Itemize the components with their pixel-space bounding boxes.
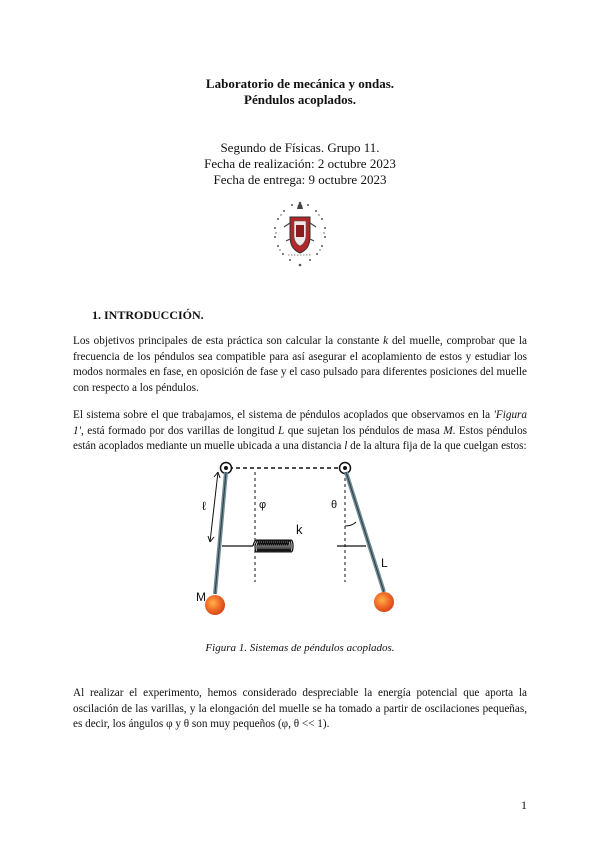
figure-caption: Figura 1. Sistemas de péndulos acoplados. [205,642,395,654]
left-mass [205,595,225,615]
intro-paragraph [73,334,527,396]
var-L: L [278,424,285,437]
system-text-e: de la altura fija de la que cuelgan estos: [347,440,527,452]
university-seal-logo [268,197,332,271]
var-M: M [443,424,453,437]
page-number: 1 [521,798,527,812]
system-text-b: , está formado por dos varillas de longitud [81,424,279,437]
system-paragraph [73,408,527,455]
coupling-spring [222,540,366,552]
theta-arc [345,522,356,526]
assumptions-paragraph: Al realizar el experimento, hemos considerado despreciable la energía potencial que aporta la oscilación de las varillas, y la elongación del muelle se ha tomado a partir de oscilaciones pequeñas, es decir, los ángulos φ y θ son muy pequeños (φ, θ << 1). [73,687,527,730]
intro-text-a: Los objetivos principales de esta práctica son calcular la constante [73,335,384,347]
figure-reference: 'Figura 1' [73,409,527,437]
system-text-c: que sujetan los péndulos de masa [284,424,444,437]
var-l: l [344,440,348,452]
intro-text-b: del muelle, comprobar que la frecuencia de los péndulos sea compatible para así asegurar el acoplamiento de estos y estudiar los modos normales en fase, en oposición de fase y el caso pulsado para diferentes posiciones del muelle con respecto a los péndulos. [73,335,528,394]
realization-date: Fecha de realización: 2 octubre 2023 [204,156,396,171]
label-k: k [296,522,303,537]
system-text-a: El sistema sobre el que trabajamos, el sistema de péndulos acoplados que observamos en la [73,409,494,421]
length-arrow [208,472,220,542]
system-text-d: . Estos péndulos están acoplados mediante un muelle ubicada a una distancia [73,424,528,452]
document-title: Laboratorio de mecánica y ondas. [205,76,395,91]
label-l: ℓ [202,499,206,513]
var-k: k [383,335,389,347]
right-mass [374,592,394,612]
label-phi: φ [259,499,267,511]
delivery-date: Fecha de entrega: 9 octubre 2023 [213,172,387,187]
coupled-pendulums-figure [196,458,416,618]
section-heading: 1. INTRODUCCIÓN. [92,308,204,322]
document-subtitle: Péndulos acoplados. [244,92,356,107]
label-theta: θ [331,499,338,511]
label-L: L [381,556,388,570]
course-info: Segundo de Físicas. Grupo 11. [220,140,380,155]
label-M: M [196,590,206,604]
